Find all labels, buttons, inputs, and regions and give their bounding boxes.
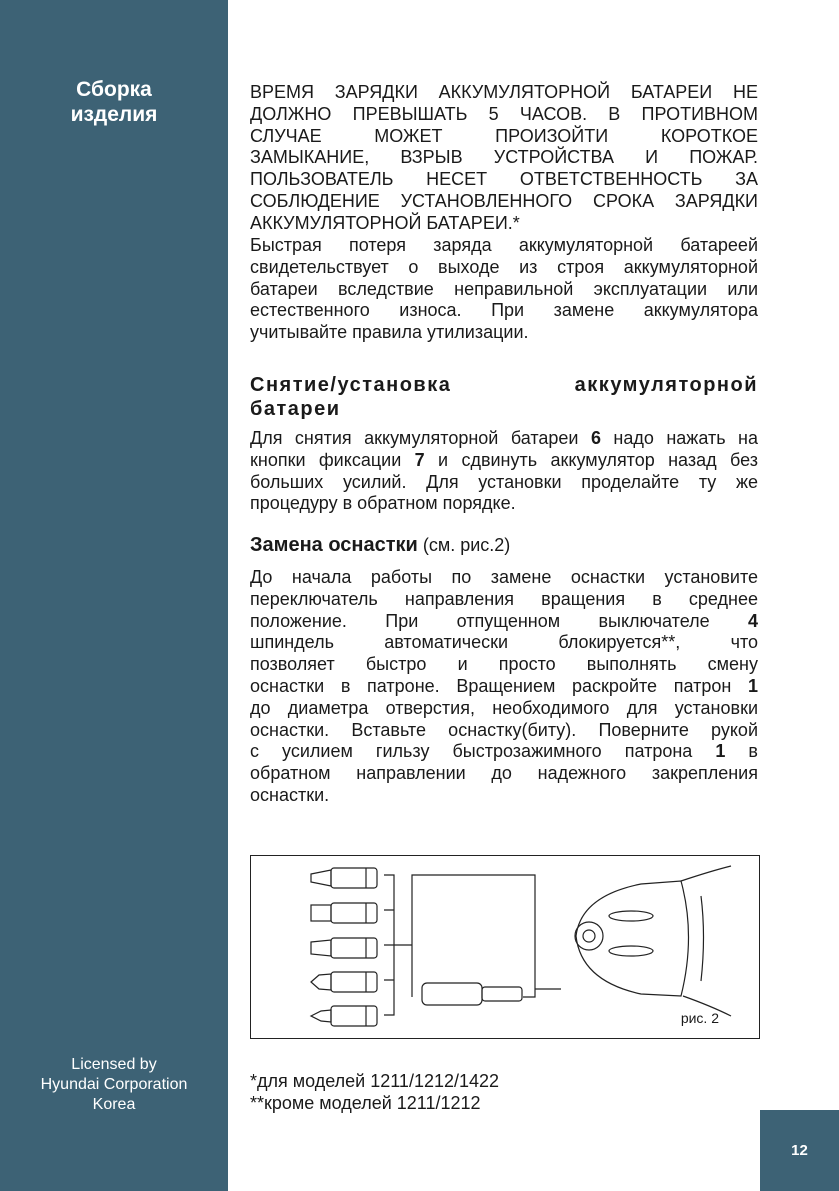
drill-chuck [575,866,731,1016]
screwdriver-bits [311,868,377,1026]
text-segment: положение. При отпущенном выключателе [250,610,748,631]
footnotes [250,1070,499,1114]
part-number: 1 [715,741,726,762]
footnote: *для моделей 1211/1212/1422 [250,1071,500,1091]
text-line [250,428,758,450]
battery-removal-heading [250,373,758,421]
text-line: АККУМУЛЯТОРНОЙ БАТАРЕИ.* [250,212,520,233]
figure-caption: рис. 2 [680,1010,719,1026]
sidebar [0,0,228,1191]
license-line: Licensed by [71,1056,157,1073]
battery-removal-paragraph [250,428,758,515]
license-text [0,1055,228,1115]
text-line: СЛУЧАЕ МОЖЕТ ПРОИЗОЙТИ КОРОТКОЕ [250,125,758,146]
text-line: оснастки. Вставьте оснастку(биту). Поверните рукой [250,719,758,740]
text-line: СОБЛЮДЕНИЕ УСТАНОВЛЕННОГО СРОКА ЗАРЯДКИ [250,190,758,211]
text-segment: и сдвинуть аккумулятор назад без [424,449,758,470]
text-segment: кнопки фиксации [250,449,415,470]
text-line [250,450,758,472]
text-line: батареи вследствие неправильной эксплуатации или [250,278,758,299]
text-line: До начала работы по замене оснастки установите [250,567,758,587]
text-segment: с усилием гильзу быстрозажимного патрона [250,741,716,762]
heading-figure-ref: (см. рис.2) [417,535,511,555]
text-line [250,741,758,763]
figure-2 [250,855,760,1039]
text-line [250,676,758,698]
text-line: шпиндель автоматически блокируется**, что [250,632,758,653]
text-line: позволяет быстро и просто выполнять смену [250,654,758,675]
part-number: 1 [747,675,758,696]
text-line: оснастки. [250,784,330,805]
license-line: Korea [92,1096,136,1113]
connector-lines [412,875,561,997]
license-line: Hyundai Corporation [40,1076,188,1093]
text-line: ЗАМЫКАНИЕ, ВЗРЫВ УСТРОЙСТВА И ПОЖАР. [250,147,758,168]
text-segment: надо нажать на [600,428,758,448]
text-line: переключатель направления вращения в среднее [250,588,758,609]
section-title-line: изделия [70,103,158,126]
bit-replacement-heading [250,533,758,557]
text-line [250,611,758,633]
text-segment: оснастки в патроне. Вращением раскройте патрон [250,675,748,696]
text-line: учитывайте правила утилизации. [250,322,529,343]
text-line: процедуру в обратном порядке. [250,493,516,514]
warning-paragraph [250,82,758,235]
page-number: 12 [760,1110,839,1191]
text-line: батареи [250,398,341,420]
text-line: обратном направлении до надежного закрепления [250,763,758,784]
part-number: 4 [747,610,758,631]
text-line: Снятие/установка аккумуляторной [250,374,758,396]
text-line: больших усилий. Для установки проделайте ту же [250,471,758,492]
bit-replacement-paragraph [250,567,758,807]
text-line: естественного износа. При замене аккумулятора [250,300,758,321]
section-title-line: Сборка [76,78,152,101]
text-segment: в [725,741,758,762]
bracket-lines [384,875,412,1015]
text-line: ПОЛЬЗОВАТЕЛЬ НЕСЕТ ОТВЕТСТВЕННОСТЬ ЗА [250,169,758,190]
text-line: Быстрая потеря заряда аккумуляторной батареей [250,235,758,255]
text-segment: Для снятия аккумуляторной батареи [250,428,591,448]
bit-holder [422,983,482,1005]
battery-wear-paragraph [250,235,758,344]
footnote: **кроме моделей 1211/1212 [250,1093,481,1113]
heading-title: Замена оснастки [250,534,418,556]
part-number: 6 [590,428,601,448]
section-title [0,77,228,127]
text-line: до диаметра отверстия, необходимого для установки [250,697,758,718]
part-number: 7 [414,449,425,470]
text-line: ДОЛЖНО ПРЕВЫШАТЬ 5 ЧАСОВ. В ПРОТИВНОМ [250,103,758,124]
text-line: свидетельствует о выходе из строя аккумуляторной [250,256,758,277]
text-line: ВРЕМЯ ЗАРЯДКИ АККУМУЛЯТОРНОЙ БАТАРЕИ НЕ [250,82,758,102]
